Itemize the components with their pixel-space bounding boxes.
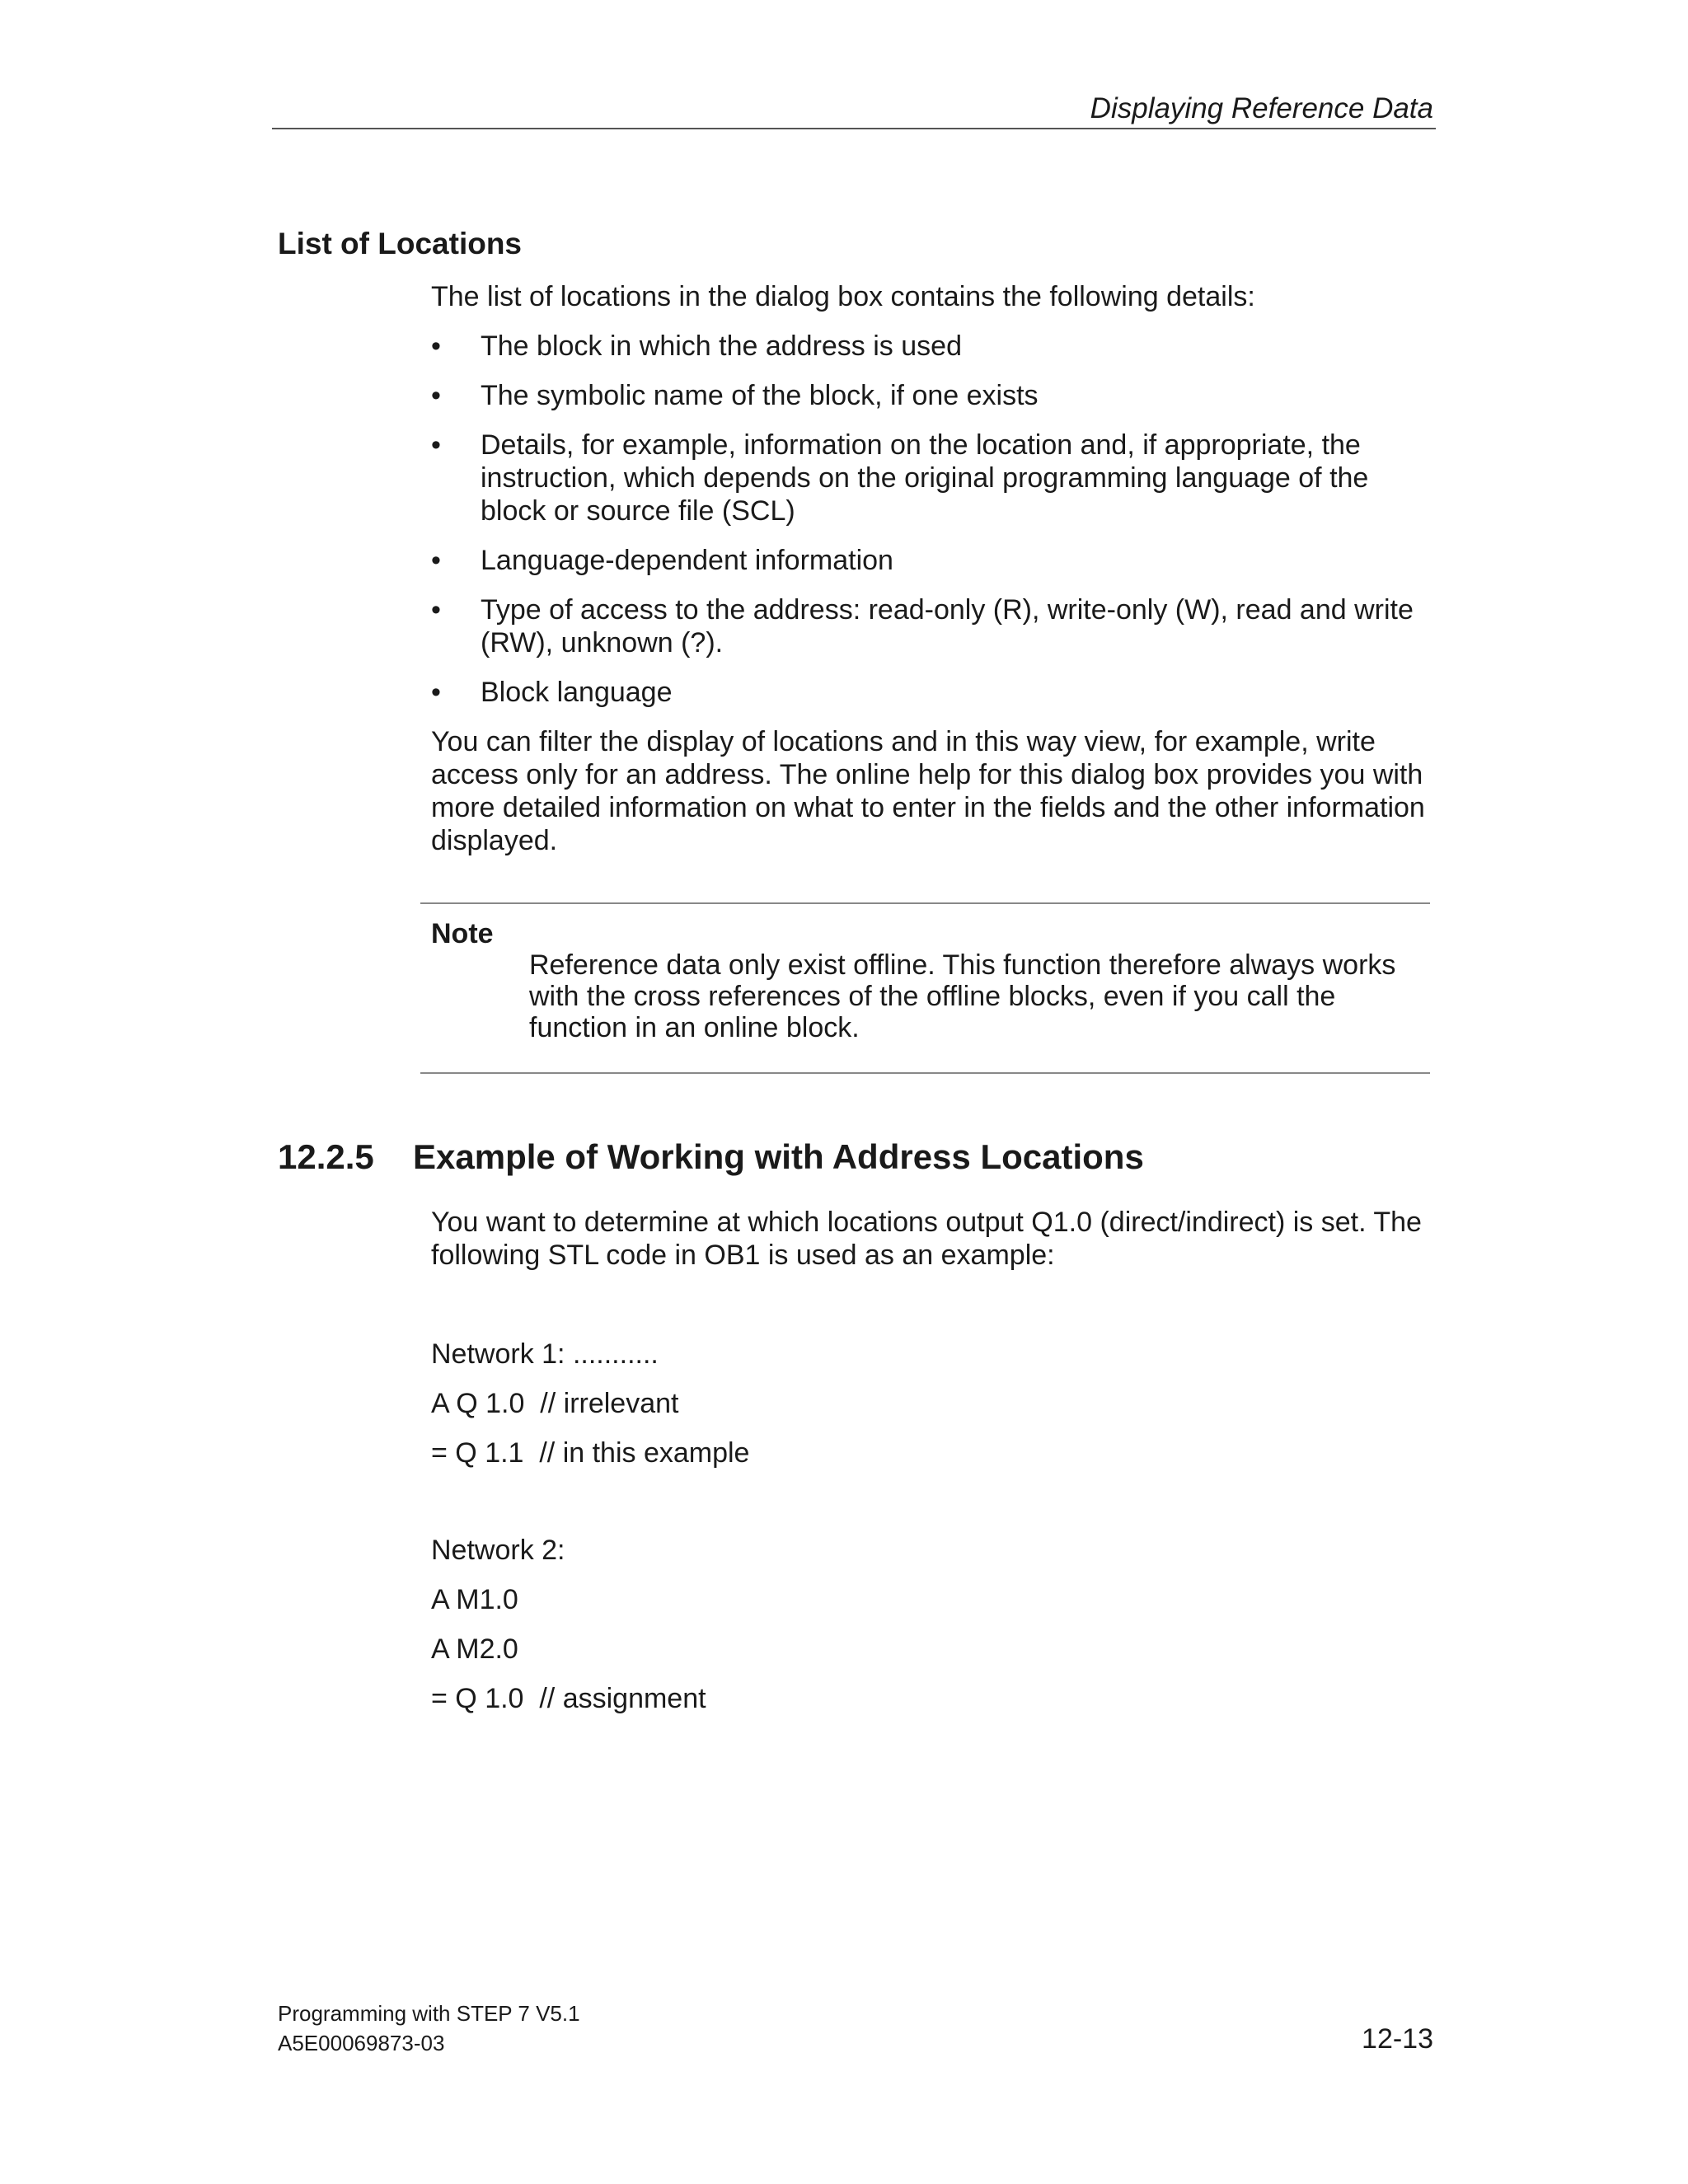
- header-rule: [272, 128, 1436, 129]
- details-list: [431, 330, 1437, 709]
- section-title: Example of Working with Address Locations: [413, 1137, 1144, 1176]
- list-item: [431, 676, 1437, 709]
- page-number: 12-13: [1362, 2023, 1433, 2055]
- section-number: 12.2.5: [278, 1137, 374, 1176]
- bullet-icon: •: [431, 677, 441, 708]
- list-item-text: Language-dependent information: [481, 545, 893, 576]
- bullet-icon: •: [431, 380, 441, 411]
- footer-manual-info: [278, 1999, 580, 2058]
- code-line: A M1.0: [431, 1584, 518, 1615]
- note-label: Note: [431, 918, 494, 949]
- footer-manual-title: Programming with STEP 7 V5.1: [278, 2001, 580, 2026]
- list-item: [431, 379, 1437, 412]
- code-line: Network 1: ...........: [431, 1338, 659, 1370]
- list-item-text: Block language: [481, 677, 673, 708]
- list-item-text: The symbolic name of the block, if one exists: [481, 380, 1039, 411]
- code-line: = Q 1.1 // in this example: [431, 1437, 750, 1469]
- bullet-icon: •: [431, 594, 441, 626]
- note-bottom-rule: [420, 1072, 1430, 1074]
- section-heading: [278, 1137, 1144, 1177]
- filter-paragraph: You can filter the display of locations and in this way view, for example, write access only for an address. The online help for this dialog box provides you with more detailed information on what to enter in the fields and the other information displayed.: [431, 726, 1425, 856]
- intro-paragraph: The list of locations in the dialog box contains the following details:: [431, 281, 1255, 312]
- bullet-icon: •: [431, 330, 441, 362]
- list-of-locations-body: [431, 280, 1437, 857]
- list-item: [431, 330, 1437, 363]
- code-line: = Q 1.0 // assignment: [431, 1683, 706, 1714]
- list-item: [431, 429, 1437, 527]
- list-item-text: Details, for example, information on the location and, if appropriate, the instruction, which depends on the original programming language of the block or source file (SCL): [481, 429, 1369, 527]
- bullet-icon: •: [431, 545, 441, 576]
- list-item-text: Type of access to the address: read-only (R), write-only (W), read and write (RW), unknown (?).: [481, 594, 1414, 658]
- code-line: A M2.0: [431, 1633, 518, 1665]
- note-top-rule: [420, 902, 1430, 904]
- subsection-heading: List of Locations: [278, 227, 522, 260]
- list-item-text: The block in which the address is used: [481, 330, 962, 362]
- note-text: Reference data only exist offline. This function therefore always works with the cross references of the offline blocks, even if you call the function in an online block.: [529, 949, 1396, 1043]
- list-item: [431, 593, 1437, 659]
- code-line: Network 2:: [431, 1535, 565, 1566]
- code-line: A Q 1.0 // irrelevant: [431, 1388, 679, 1419]
- bullet-icon: •: [431, 429, 441, 461]
- running-header: Displaying Reference Data: [1090, 92, 1433, 124]
- list-item: [431, 544, 1437, 577]
- example-intro: You want to determine at which locations output Q1.0 (direct/indirect) is set. The following STL code in OB1 is used as an example:: [431, 1207, 1422, 1271]
- footer-order-number: A5E00069873-03: [278, 2031, 445, 2055]
